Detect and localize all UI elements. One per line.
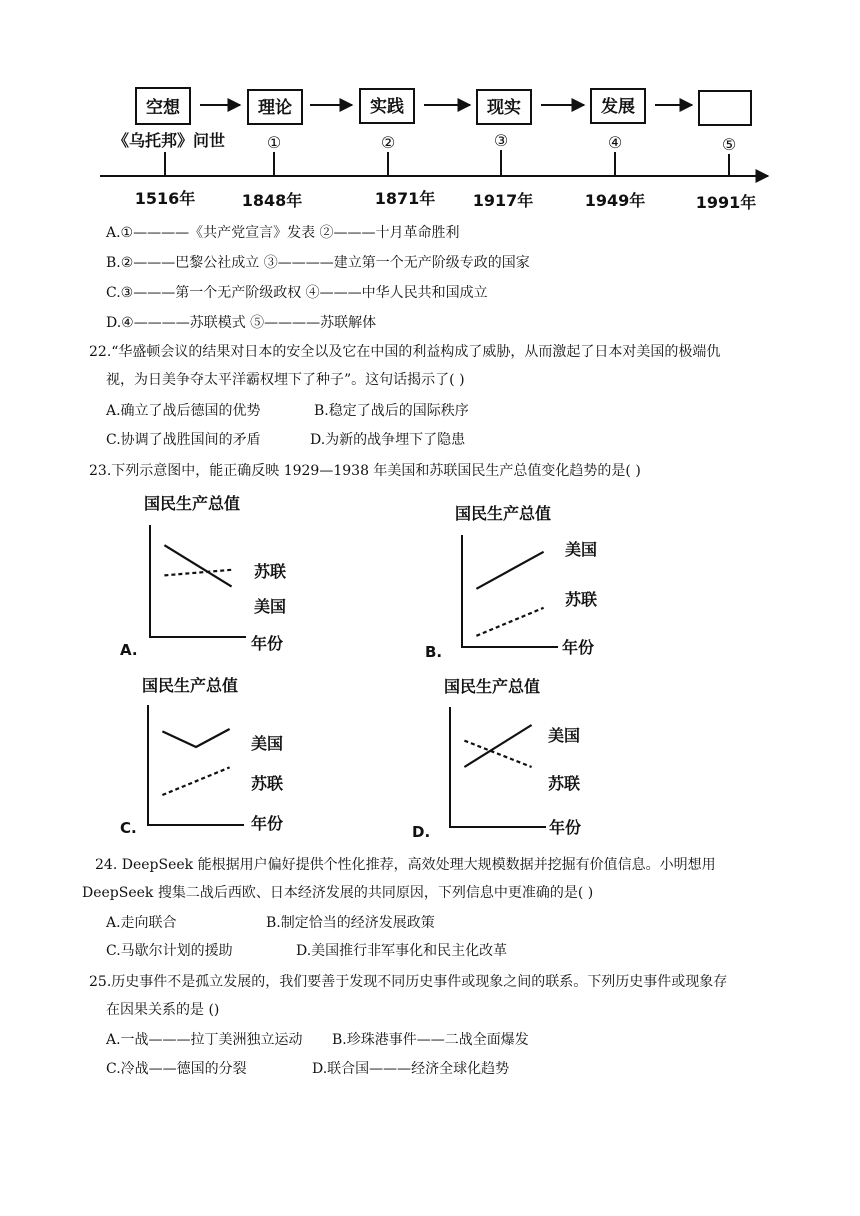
stage-label-5: 发展 — [601, 97, 635, 117]
first-caption: 《乌托邦》问世 — [113, 131, 226, 150]
year-3: 1871年 — [374, 189, 436, 208]
q24-stem-line2: DeepSeek 搜集二战后西欧、日本经济发展的共同原因，下列信息中更准确的是( ) — [82, 885, 594, 901]
q25-option-d: D.联合国———经济全球化趋势 — [312, 1061, 510, 1077]
chart-b-line-usa — [476, 552, 543, 589]
timeline-figure — [0, 0, 860, 220]
q22-option-b: B.稳定了战后的国际秩序 — [314, 403, 469, 419]
chart-c-ylabel: 国民生产总值 — [142, 676, 239, 695]
marker-4: ④ — [607, 133, 623, 152]
q21-option-a: A.①————《共产党宣言》发表 ②———十月革命胜利 — [106, 225, 460, 241]
chart-a-ylabel: 国民生产总值 — [144, 494, 241, 513]
marker-3: ③ — [493, 131, 509, 150]
stage-box-5 — [591, 89, 645, 123]
q24-option-c: C.马歇尔计划的援助 — [106, 943, 233, 959]
chart-panel-b — [425, 504, 597, 661]
marker-1: ① — [266, 133, 282, 152]
chart-c-line-ussr — [162, 767, 229, 795]
chart-b-ylabel: 国民生产总值 — [455, 504, 552, 523]
chart-c-axes — [148, 705, 244, 825]
marker-5: ⑤ — [721, 135, 737, 154]
chart-a-ussr-label: 苏联 — [254, 562, 287, 581]
chart-b-xlabel: 年份 — [562, 638, 595, 657]
marker-2: ② — [380, 133, 396, 152]
q22-option-d: D.为新的战争埋下了隐患 — [310, 432, 466, 448]
chart-c-usa-label: 美国 — [251, 734, 284, 753]
q22-stem-line2: 视，为日美争夺太平洋霸权埋下了种子”。这句话揭示了( ) — [106, 372, 465, 388]
chart-b-plot — [476, 552, 543, 636]
stage-label-3: 实践 — [370, 97, 404, 117]
chart-b-line-ussr — [476, 608, 543, 636]
chart-a-usa-label: 美国 — [254, 597, 287, 616]
chart-c-line-usa — [162, 729, 229, 747]
q22-option-c: C.协调了战胜国间的矛盾 — [106, 432, 261, 448]
chart-c-ussr-label: 苏联 — [251, 774, 284, 793]
chart-a-xlabel: 年份 — [251, 634, 284, 653]
q24-option-b: B.制定恰当的经济发展政策 — [266, 915, 435, 931]
q23-charts — [0, 485, 860, 845]
year-1: 1516年 — [134, 189, 196, 208]
stage-box-1 — [136, 88, 190, 124]
chart-a-axes — [150, 525, 246, 637]
chart-d-letter: D. — [412, 823, 431, 841]
q22-option-a: A.确立了战后德国的优势 — [106, 403, 261, 419]
q21-option-b: B.②———巴黎公社成立 ③————建立第一个无产阶级专政的国家 — [106, 255, 530, 271]
chart-d-plot — [464, 725, 531, 767]
q25-stem-line2: 在因果关系的是 () — [106, 1002, 220, 1018]
q24-stem-line1: 24. DeepSeek 能根据用户偏好提供个性化推荐，高效处理大规模数据并挖掘有价值信息。小明想用 — [95, 857, 716, 873]
chart-b-usa-label: 美国 — [565, 540, 598, 559]
chart-a-line-usa — [164, 545, 231, 586]
chart-c-letter: C. — [120, 819, 137, 837]
year-2: 1848年 — [241, 191, 303, 210]
chart-d-xlabel: 年份 — [549, 818, 582, 837]
chart-a-plot — [164, 545, 231, 586]
chart-d-ussr-label: 苏联 — [548, 774, 581, 793]
chart-d-line-usa — [464, 725, 531, 767]
chart-a-letter: A. — [120, 641, 138, 659]
year-4: 1917年 — [472, 191, 534, 210]
q21-option-c: C.③———第一个无产阶级政权 ④———中华人民共和国成立 — [106, 285, 488, 301]
chart-d-ylabel: 国民生产总值 — [444, 677, 541, 696]
chart-c-plot — [162, 729, 229, 795]
year-5: 1949年 — [584, 191, 646, 210]
stage-label-2: 理论 — [258, 98, 292, 118]
chart-d-line-ussr — [464, 741, 531, 767]
chart-panel-c — [120, 676, 283, 837]
q24-option-d: D.美国推行非军事化和民主化改革 — [296, 943, 508, 959]
year-6: 1991年 — [695, 193, 757, 212]
stage-label-1: 空想 — [146, 98, 180, 118]
chart-panel-d — [412, 677, 581, 841]
q24-option-a: A.走向联合 — [106, 915, 177, 931]
chart-c-xlabel: 年份 — [251, 814, 284, 833]
chart-a-line-ussr — [164, 570, 231, 576]
stage-box-6-empty — [699, 91, 751, 125]
chart-b-letter: B. — [425, 643, 443, 661]
chart-d-usa-label: 美国 — [548, 726, 581, 745]
q23-stem: 23.下列示意图中，能正确反映 1929—1938 年美国和苏联国民生产总值变化趋势的是( ) — [89, 463, 641, 479]
chart-panel-a — [120, 494, 286, 659]
q25-stem-line1: 25.历史事件不是孤立发展的，我们要善于发现不同历史事件或现象之间的联系。下列历史事件或现象存 — [89, 974, 728, 990]
stage-box-2 — [248, 90, 302, 124]
stage-label-4: 现实 — [487, 98, 521, 118]
stage-box-3 — [360, 89, 414, 123]
q21-option-d: D.④————苏联模式 ⑤————苏联解体 — [106, 315, 377, 331]
stage-box-4 — [477, 90, 531, 124]
q22-stem-line1: 22.“华盛顿会议的结果对日本的安全以及它在中国的利益构成了威胁，从而激起了日本对美国的极端仇 — [89, 344, 721, 360]
q25-option-a: A.一战———拉丁美洲独立运动 — [106, 1032, 303, 1048]
chart-b-ussr-label: 苏联 — [565, 590, 598, 609]
q25-option-c: C.冷战——德国的分裂 — [106, 1061, 247, 1077]
q25-option-b: B.珍珠港事件——二战全面爆发 — [332, 1032, 529, 1048]
